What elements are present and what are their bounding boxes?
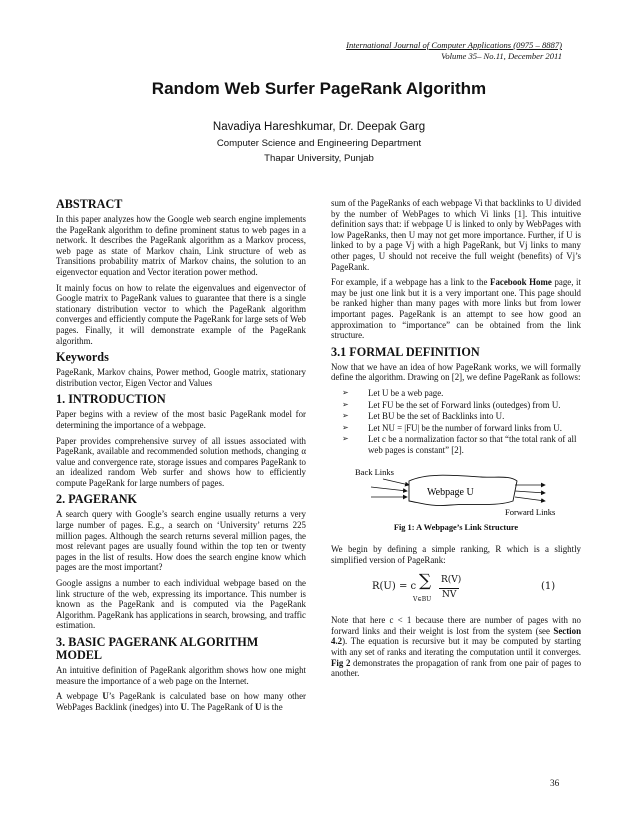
fraction-denominator: NV bbox=[442, 590, 457, 601]
figure-caption: Fig 1: A Webpage’s Link Structure bbox=[393, 523, 519, 533]
abstract-paragraph-2: It mainly focus on how to relate the eigenvalues and eigenvector of Google matrix to PageRank values to guarantee that there is a single stationary distribution vector to which the PageRank algorithm converges and efficiently compute the PageRank for large sets of Web pages. Finally, it will demonstrate example of the PageRank algorithm. bbox=[56, 282, 306, 346]
back-links-label: Back Links bbox=[355, 467, 394, 478]
fraction-bar bbox=[439, 588, 459, 589]
formal-definition-heading: 3.1 FORMAL DEFINITION bbox=[331, 344, 480, 359]
basic-model-paragraph-1: An intuitive definition of PageRank algorithm shows how one might measure the importance of a web page on the Internet. bbox=[56, 665, 306, 686]
basic-model-paragraph-2: A webpage U’s PageRank is calculated base on how many other WebPages Backlink (inedges) into U. The PageRank of U is the bbox=[56, 691, 306, 712]
forward-link-arrow bbox=[515, 491, 545, 493]
abstract-heading: ABSTRACT bbox=[56, 197, 123, 211]
link-structure-figure bbox=[331, 463, 581, 519]
equation-lhs: R(U) = c bbox=[372, 581, 417, 593]
forward-link-arrow bbox=[515, 497, 545, 501]
introduction-paragraph-1: Paper begins with a review of the most basic PageRank model for determining the importance of a webpage. bbox=[56, 409, 306, 430]
list-item: ➢ Let BU be the set of Backlinks into U. bbox=[342, 411, 505, 422]
arrow-bullet-icon: ➢ bbox=[342, 387, 349, 397]
pagerank-paragraph-1: A search query with Google’s search engine usually returns a very large number of pages. E.g., a search on ‘University’ returns 225 million pages. Although the search returns several million pages, the most relevant pages are usually found within the top ten or twenty pages in the list of results. How does the search engine know which pages are the most important? bbox=[56, 509, 306, 573]
abstract-paragraph-1: In this paper analyzes how the Google web search engine implements the PageRank algorithm to define prominent status to web pages in a network. It describes the PageRank algorithm as a Markov process, web page as state of Markov chain, Link structure of web as Transitions probability matrix of Markov chains, the solution to an eigenvector equation and Vector iteration power method. bbox=[56, 214, 306, 277]
pagerank-heading: 2. PAGERANK bbox=[56, 492, 138, 507]
affiliation-univ: Thapar University, Punjab bbox=[264, 153, 374, 164]
fraction-numerator: R(V) bbox=[441, 575, 462, 586]
journal-volume: Volume 35– No.11, December 2011 bbox=[441, 51, 562, 61]
list-item: ➢ Let FU be the set of Forward links (outedges) from U. bbox=[342, 399, 561, 410]
page-number: 36 bbox=[550, 778, 560, 788]
list-item: ➢ Let NU = |FU| be the number of forward links from U. bbox=[342, 422, 562, 433]
pagerank-equation bbox=[331, 573, 581, 605]
back-link-arrow bbox=[383, 479, 409, 485]
journal-name: International Journal of Computer Applications (0975 – 8887) bbox=[346, 40, 562, 50]
forward-links-label: Forward Links bbox=[505, 507, 556, 518]
link-structure-diagram bbox=[331, 463, 581, 519]
authors: Navadiya Hareshkumar, Dr. Deepak Garg bbox=[212, 121, 426, 133]
list-item: ➢ Let c be a normalization factor so that “the total rank of all web pages is constant” [2]. bbox=[342, 434, 577, 455]
arrow-bullet-icon: ➢ bbox=[342, 422, 349, 432]
affiliation-dept: Computer Science and Engineering Department bbox=[216, 138, 422, 149]
paper-title: Random Web Surfer PageRank Algorithm bbox=[151, 79, 487, 98]
equation-number: (1) bbox=[541, 581, 556, 593]
ranking-paragraph: We begin by defining a simple ranking, R which is a slightly simplified version of PageRank: bbox=[331, 544, 581, 565]
right-paragraph-1: sum of the PageRanks of each webpage Vi that backlinks to U divided by the number of WebPages to which Vi links [1]. This intuitive definition says that: if webpage U is linked to only by WebPages with low PageRanks, then U may not get more importance. Further, if U is linked to by a page Vj with a high PageRank, but Vj links to many other pages, U should not receive the full weight (benefits) of Vj’s PageRank. bbox=[331, 198, 581, 272]
sigma-symbol: ∑ bbox=[419, 571, 432, 592]
basic-model-heading: 3. BASIC PAGERANK ALGORITHM MODEL bbox=[56, 635, 259, 662]
introduction-paragraph-2: Paper provides comprehensive survey of all issues associated with PageRank, available and recommended solution methods, changing α value and convergence rate, storage issues and compares PageRank to an idealized random Web surfer and shows how to efficiently compute PageRank for large numbers of pages. bbox=[56, 435, 306, 488]
formal-definition-paragraph: Now that we have an idea of how PageRank works, we will formally define the algorithm. Drawing on [2], we define PageRank as follows: bbox=[331, 361, 581, 383]
introduction-heading: 1. INTRODUCTION bbox=[56, 392, 166, 407]
list-item: ➢ Let U be a web page. bbox=[342, 387, 444, 398]
note-paragraph: Note that here c < 1 because there are number of pages with no forward links and their weight is lost from the system (see Section 4.2). The equation is recursive but it may be computed by starting with any set of ranks and iterating the computation until it converges. Fig 2 demonstrates the propagation of rank from one pair of pages to another. bbox=[331, 615, 582, 679]
right-paragraph-2: For example, if a webpage has a link to the Facebook Home page, it may be just one link but it is a very important one. This page should be ranked higher than many pages with more links but from lower important pages. PageRank is an attempt to see how good an approximation to “importance” can be obtained from the link structure. bbox=[331, 277, 581, 341]
left-column bbox=[56, 198, 306, 717]
journal-header bbox=[346, 40, 562, 62]
right-column bbox=[331, 198, 581, 684]
definition-list bbox=[331, 388, 581, 456]
arrow-bullet-icon: ➢ bbox=[342, 434, 349, 444]
arrow-bullet-icon: ➢ bbox=[342, 411, 349, 421]
pagerank-paragraph-2: Google assigns a number to each individual webpage based on the link structure of the web, expressing its importance. This number is known as the PageRank and is computed via the PageRank Algorithm. PageRank has applications in search, browsing, and traffic estimation. bbox=[56, 578, 306, 631]
arrow-bullet-icon: ➢ bbox=[342, 399, 349, 409]
sum-subscript: V∈BU bbox=[413, 596, 432, 604]
back-link-arrow bbox=[371, 487, 407, 491]
keywords-heading: Keywords bbox=[56, 350, 109, 365]
keywords-text: PageRank, Markov chains, Power method, Google matrix, stationary distribution vector, Eigen Vector and Values bbox=[56, 367, 306, 388]
webpage-node-label: Webpage U bbox=[427, 487, 474, 499]
